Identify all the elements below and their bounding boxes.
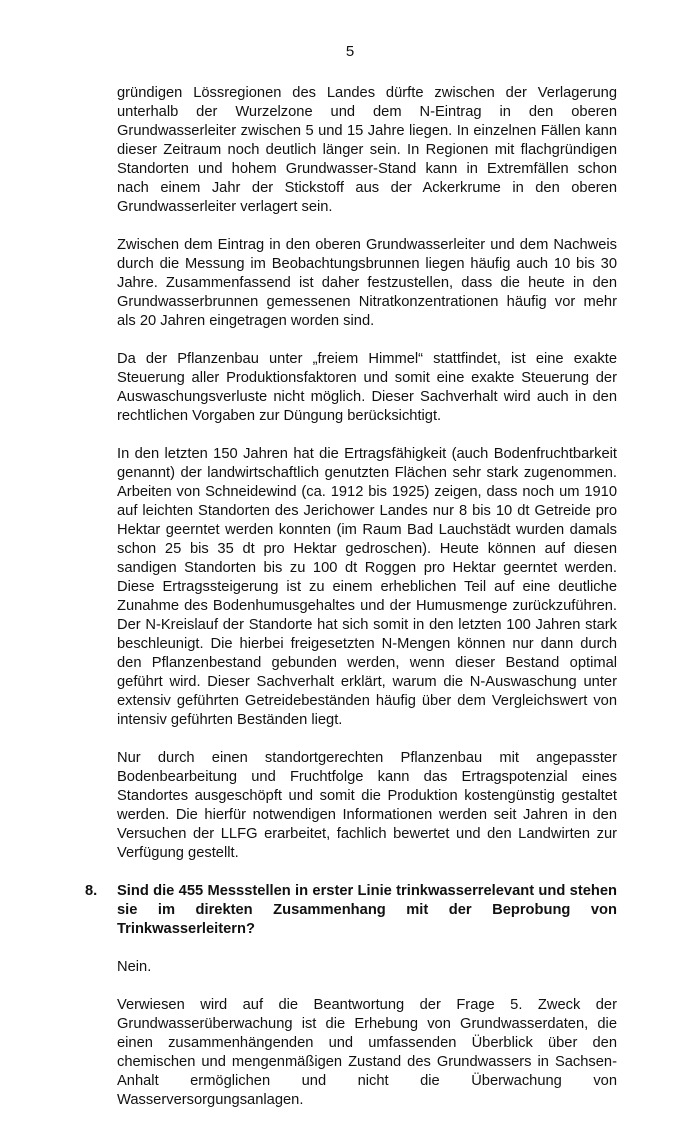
question-number: 8. bbox=[85, 883, 98, 899]
question-8 bbox=[85, 882, 617, 939]
paragraph-groundwater-delay: Zwischen dem Eintrag in den oberen Grundwasserleiter und dem Nachweis durch die Messung im Beobachtungsbrunnen liegen häufig auch 10 bis 30 Jahre. Zusammenfassend ist daher festzustellen, dass die heute in den Grundwasserbrunnen gemessenen Nitratkonzentrationen häufig vor mehr als 20 Jahren eingetragen worden sind. bbox=[117, 237, 617, 329]
paragraph-site-adapted-farming: Nur durch einen standortgerechten Pflanzenbau mit angepasster Bodenbearbeitung und Fruchtfolge kann das Ertragspotenzial eines Standortes ausgeschöpft und somit die Produktion kostengünstig gestaltet werden. Die hierfür notwendigen Informationen werden seit Jahren in den Versuchen der LLFG erarbeitet, fachlich bewertet und den Landwirten zur Verfügung gestellt. bbox=[117, 750, 617, 861]
body-text bbox=[85, 84, 617, 1129]
question-text: Sind die 455 Messstellen in erster Linie trinkwasserrelevant und stehen sie im direkten Zusammenhang mit der Beprobung von Trinkwasserleitern? bbox=[117, 883, 617, 937]
answer-short: Nein. bbox=[117, 959, 152, 975]
answer-text: Verwiesen wird auf die Beantwortung der Frage 5. Zweck der Grundwasserüberwachung ist die Erhebung von Grundwasserdaten, die einen zusammenhängenden und umfassenden Überblick über den chemischen und mengenmäßigen Zustand des Grundwassers in Sachsen-Anhalt ermöglichen und nicht die Überwachung von Wasserversorgungsanlagen. bbox=[117, 997, 617, 1108]
paragraph-loess-regions: gründigen Lössregionen des Landes dürfte zwischen der Verlagerung unterhalb der Wurzelzone und dem N-Eintrag in den oberen Grundwasserleiter zwischen 5 und 15 Jahre liegen. In einzelnen Fällen kann dieser Zeitraum noch deutlich länger sein. In Regionen mit flachgründigen Standorten und hohem Grundwasser-Stand kann in Extremfällen schon nach einem Jahr der Stickstoff aus der Ackerkrume in den oberen Grundwasserleiter verlagert sein. bbox=[117, 85, 617, 215]
page-number: 5 bbox=[345, 43, 355, 60]
paragraph-yield-history: In den letzten 150 Jahren hat die Ertragsfähigkeit (auch Bodenfruchtbarkeit genannt) der landwirtschaftlich genutzten Flächen sehr stark zugenommen. Arbeiten von Schneidewind (ca. 1912 bis 1925) zeigen, dass noch um 1910 auf leichten Standorten des Jerichower Landes nur 8 bis 10 dt Getreide pro Hektar geerntet werden konnten (im Raum Bad Lauchstädt wurden damals schon 25 bis 35 dt pro Hektar gedroschen). Heute können auf diesen sandigen Standorten bis zu 100 dt Roggen pro Hektar geerntet werden. Diese Ertragssteigerung ist zu einem erheblichen Teil auf eine deutliche Zunahme des Bodenhumusgehaltes und der Humusmenge zurückzuführen. Der N-Kreislauf der Standorte hat sich somit in den letzten 100 Jahren stark beschleunigt. Die hierbei freigesetzten N-Mengen können nur dann durch den Pflanzenbestand gebunden werden, wenn dieser Bestand optimal geführt wird. Dieser Sachverhalt erklärt, warum die N-Auswaschung unter extensiv geführten Getreidebeständen häufig über dem Vergleichswert von intensiv geführten Beständen liegt. bbox=[117, 446, 617, 728]
paragraph-open-field-farming: Da der Pflanzenbau unter „freiem Himmel“ stattfindet, ist eine exakte Steuerung aller Produktionsfaktoren und somit eine exakte Steuerung der Auswaschungsverluste nicht möglich. Dieser Sachverhalt wird auch in den rechtlichen Vorgaben zur Düngung berücksichtigt. bbox=[117, 351, 617, 424]
